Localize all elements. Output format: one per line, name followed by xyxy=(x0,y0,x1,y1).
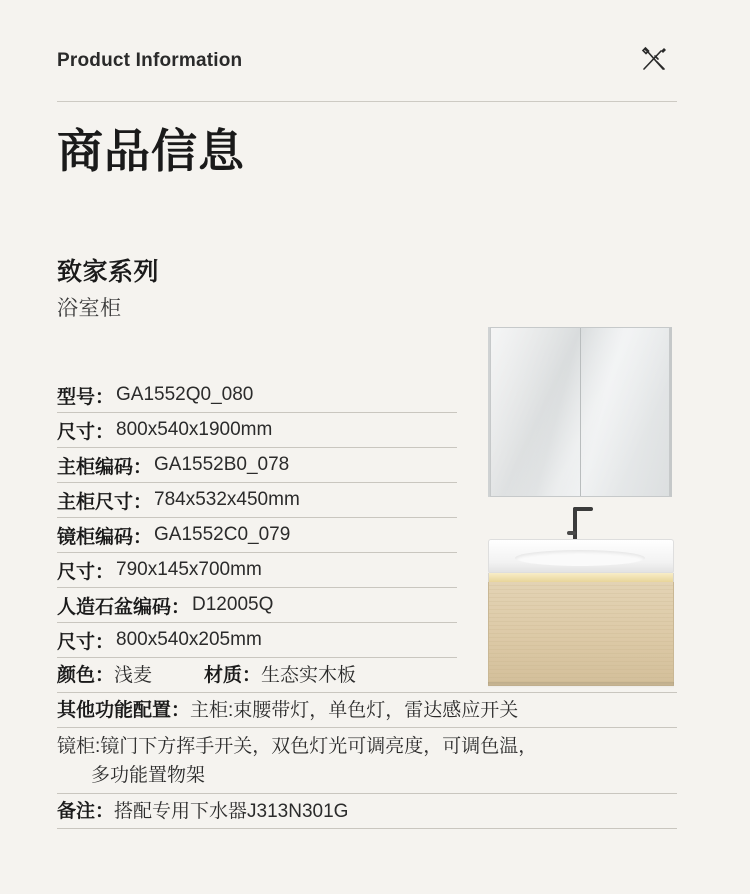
spec-label: 主柜尺寸： xyxy=(57,491,153,513)
spec-row xyxy=(57,448,457,483)
spec-row xyxy=(57,378,457,413)
faucet-handle xyxy=(567,531,576,535)
page-header xyxy=(57,50,677,102)
mirror-cabinet xyxy=(490,327,670,497)
spec-value: GA1552Q0_080 xyxy=(116,384,254,405)
features-line-2: 镜柜:镜门下方挥手开关，双色灯光可调亮度，可调色温， xyxy=(57,736,538,757)
material-label: 材质： xyxy=(204,664,262,686)
spec-value: GA1552C0_079 xyxy=(154,524,291,545)
spec-row xyxy=(57,623,457,658)
color-value: 浅麦 xyxy=(114,664,153,686)
led-light-strip xyxy=(488,573,674,582)
mirror-door-seam xyxy=(580,328,581,496)
spec-value: D12005Q xyxy=(192,594,274,615)
product-image xyxy=(470,327,685,667)
spec-list xyxy=(57,378,457,658)
wide-spec-list xyxy=(57,658,677,829)
spec-label: 型号： xyxy=(57,386,115,408)
tools-icon xyxy=(637,43,671,77)
spec-value: GA1552B0_078 xyxy=(154,454,290,475)
features-line-1: 主柜:束腰带灯，单色灯，雷达感应开关 xyxy=(190,699,519,721)
spec-value: 800x540x1900mm xyxy=(116,419,273,440)
material-value: 生态实木板 xyxy=(261,664,357,686)
spec-row xyxy=(57,413,457,448)
basin xyxy=(488,539,674,573)
color-label: 颜色： xyxy=(57,664,115,686)
spec-row xyxy=(57,483,457,518)
spec-row xyxy=(57,518,457,553)
spec-label: 尺寸： xyxy=(57,631,115,653)
remark-value: 搭配专用下水器J313N301G xyxy=(114,800,349,822)
spec-value: 784x532x450mm xyxy=(154,489,300,510)
basin-bowl xyxy=(515,550,645,566)
faucet-body xyxy=(573,507,577,541)
spec-row xyxy=(57,553,457,588)
spec-value: 790x145x700mm xyxy=(116,559,262,580)
color-material-row xyxy=(57,658,677,693)
series-subtitle: 浴室柜 xyxy=(57,297,122,320)
features-row-2 xyxy=(57,728,677,794)
spec-label: 人造石盆编码： xyxy=(57,596,191,618)
remark-row xyxy=(57,794,677,829)
spec-label: 尺寸： xyxy=(57,421,115,443)
features-line-3: 多功能置物架 xyxy=(91,765,206,786)
features-row-1 xyxy=(57,693,677,728)
spec-row xyxy=(57,588,457,623)
remark-label: 备注： xyxy=(57,800,115,822)
header-title-en: Product Information xyxy=(57,50,243,71)
page-title: 商品信息 xyxy=(57,125,245,177)
features-label: 其他功能配置： xyxy=(57,699,191,721)
spec-label: 主柜编码： xyxy=(57,456,153,478)
series-name: 致家系列 xyxy=(57,258,160,286)
features-line-3-wrapper xyxy=(57,761,677,790)
spec-label: 镜柜编码： xyxy=(57,526,153,548)
spec-label: 尺寸： xyxy=(57,561,115,583)
spec-value: 800x540x205mm xyxy=(116,629,262,650)
